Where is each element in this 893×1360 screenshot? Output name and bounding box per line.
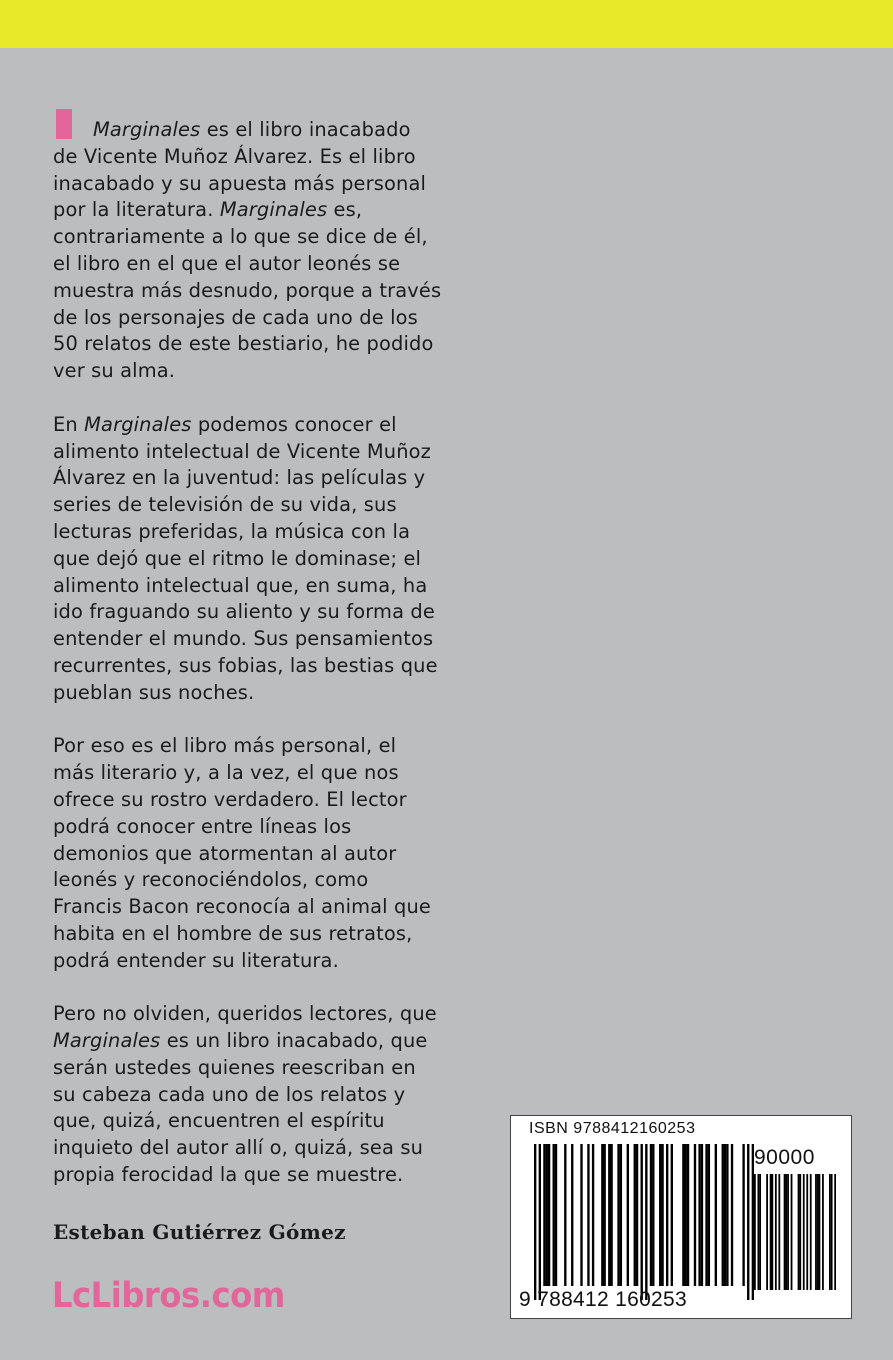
- blurb-line: [53, 305, 508, 332]
- barcode-addon-bar: [817, 1174, 819, 1290]
- barcode-bar: [555, 1144, 557, 1286]
- text-segment: lecturas preferidas, la música con la: [53, 519, 411, 543]
- text-segment: podrá entender su literatura.: [53, 948, 339, 972]
- barcode-bar: [627, 1144, 629, 1286]
- barcode-addon-bar: [766, 1174, 768, 1290]
- text-segment: ver su alma.: [53, 359, 176, 383]
- text-segment: Álvarez en la juventud: las películas y: [53, 466, 426, 490]
- barcode-bar: [601, 1144, 603, 1286]
- barcode-addon-bars: [754, 1174, 836, 1290]
- barcode-addon-bar: [831, 1174, 833, 1290]
- barcode-bar: [587, 1144, 589, 1286]
- barcode-bar: [539, 1144, 541, 1300]
- blurb-line: [53, 1082, 508, 1109]
- barcode-addon-bar: [757, 1174, 759, 1290]
- barcode-bar: [747, 1144, 749, 1300]
- barcode-addon-bar: [799, 1174, 801, 1290]
- blurb-line: [53, 680, 508, 707]
- barcode-addon-bar: [791, 1174, 793, 1290]
- barcode-bar: [726, 1144, 728, 1286]
- text-segment: podrá conocer entre líneas los: [53, 814, 352, 838]
- barcode-addon-bar: [785, 1174, 787, 1290]
- blurb-line: [53, 492, 508, 519]
- barcode-addon-bar: [806, 1174, 808, 1290]
- barcode-bar: [617, 1144, 619, 1286]
- barcode-bar: [546, 1144, 548, 1286]
- text-segment: es un libro inacabado, que: [160, 1029, 428, 1053]
- blurb-line: [53, 1135, 508, 1162]
- barcode-bar: [722, 1144, 724, 1286]
- barcode-digits: 9 788412 160253: [519, 1288, 687, 1311]
- blurb-line: [53, 867, 508, 894]
- book-title-italic: Marginales: [53, 1029, 161, 1053]
- text-segment: podemos conocer el: [191, 412, 397, 436]
- blurb-paragraph-1: [53, 117, 508, 385]
- blurb-line: [53, 1162, 508, 1189]
- blurb-paragraph-4: [53, 1001, 508, 1189]
- barcode-bar: [548, 1144, 550, 1286]
- barcode-bar: [571, 1144, 573, 1286]
- blurb-line: [53, 331, 508, 358]
- barcode-bar: [564, 1144, 566, 1286]
- text-segment: En: [53, 412, 85, 436]
- publisher-logo: LcLibros.com: [52, 1276, 285, 1316]
- isbn-label: ISBN 9788412160253: [529, 1120, 696, 1137]
- blurb-line: [53, 921, 508, 948]
- blurb-line: [53, 197, 508, 224]
- barcode-addon-bar: [829, 1174, 831, 1290]
- barcode-bar: [620, 1144, 622, 1286]
- barcode-bar: [650, 1144, 652, 1286]
- blurb-line: [53, 814, 508, 841]
- blurb-line: [53, 144, 508, 171]
- barcode-bar: [715, 1144, 717, 1286]
- blurb-line: [53, 278, 508, 305]
- barcode-bar: [610, 1144, 612, 1286]
- text-segment: entender el mundo. Sus pensamientos: [53, 627, 434, 651]
- text-segment: inquieto del autor allí o, quizá, sea su: [53, 1136, 424, 1160]
- barcode-addon-bar: [815, 1174, 817, 1290]
- barcode-bar: [687, 1144, 689, 1286]
- barcode-bar: [698, 1144, 700, 1286]
- blurb-author: Esteban Gutiérrez Gómez: [53, 1220, 346, 1244]
- text-segment: muestra más desnudo, porque a través: [53, 278, 442, 302]
- barcode-bar: [553, 1144, 555, 1286]
- text-segment: series de televisión de su vida, sus: [53, 493, 397, 517]
- barcode-addon-bar: [770, 1174, 772, 1290]
- text-segment: es,: [327, 198, 363, 222]
- text-segment: Francis Bacon reconocía al animal que: [53, 895, 432, 919]
- blurb-line: [53, 787, 508, 814]
- blurb-line: [53, 1028, 508, 1055]
- blurb-line: [53, 653, 508, 680]
- text-segment: pueblan sus noches.: [53, 680, 255, 704]
- top-color-band: [0, 0, 893, 48]
- book-title-italic: Marginales: [219, 198, 328, 222]
- blurb-paragraph-2: [53, 412, 508, 707]
- barcode-addon-bar: [798, 1174, 800, 1290]
- barcode-bar: [701, 1144, 703, 1286]
- barcode-bar: [603, 1144, 605, 1286]
- blurb-line: [53, 412, 508, 439]
- barcode-addon-bar: [787, 1174, 789, 1290]
- barcode-bar: [685, 1144, 687, 1286]
- barcode-bar: [634, 1144, 636, 1286]
- book-title-italic: Marginales: [84, 412, 192, 436]
- blurb-line: [53, 117, 508, 144]
- text-segment: demonios que atormentan al autor: [53, 841, 397, 865]
- text-segment: propia ferocidad la que se muestre.: [53, 1163, 404, 1187]
- barcode-addon-bar: [759, 1174, 761, 1290]
- text-segment: habita en el hombre de sus retratos,: [53, 921, 413, 945]
- barcode-bars: [534, 1144, 754, 1300]
- barcode-bar: [641, 1144, 643, 1300]
- blurb-line: [53, 546, 508, 573]
- barcode-addon-bar: [810, 1174, 812, 1290]
- text-segment: contrariamente a lo que se dice de él,: [53, 225, 428, 249]
- barcode-bar: [742, 1144, 744, 1286]
- barcode-addon-bar: [771, 1174, 773, 1290]
- barcode-bar: [608, 1144, 610, 1286]
- blurb-line: [53, 171, 508, 198]
- back-cover-blurb: [53, 117, 508, 1216]
- isbn-barcode: [510, 1115, 852, 1319]
- text-segment: por la literatura.: [53, 198, 220, 222]
- blurb-paragraph-3: [53, 733, 508, 974]
- barcode-bar: [580, 1144, 582, 1286]
- barcode-addon-bar: [822, 1174, 824, 1290]
- barcode-price-code: 90000: [754, 1146, 815, 1169]
- barcode-addon-bar: [803, 1174, 805, 1290]
- barcode-bar: [543, 1144, 545, 1286]
- barcode-addon-bar: [784, 1174, 786, 1290]
- text-segment: recurrentes, sus fobias, las bestias que: [53, 653, 438, 677]
- barcode-bar: [666, 1144, 668, 1286]
- blurb-line: [53, 251, 508, 278]
- barcode-addon-bar: [778, 1174, 780, 1290]
- text-segment: más literario y, a la vez, el que nos: [53, 761, 399, 785]
- text-segment: el libro en el que el autor leonés se: [53, 251, 401, 275]
- barcode-bar: [705, 1144, 707, 1286]
- blurb-line: [53, 224, 508, 251]
- text-segment: que, quizá, encuentren el espíritu: [53, 1109, 385, 1133]
- blurb-line: [53, 573, 508, 600]
- blurb-line: [53, 733, 508, 760]
- text-segment: serán ustedes quienes reescriban en: [53, 1055, 416, 1079]
- blurb-line: [53, 465, 508, 492]
- blurb-line: [53, 948, 508, 975]
- barcode-bar: [645, 1144, 647, 1300]
- blurb-line: [53, 1055, 508, 1082]
- text-segment: alimento intelectual que, en suma, ha: [53, 573, 428, 597]
- blurb-line: [53, 760, 508, 787]
- text-segment: ido fraguando su aliento y su forma de: [53, 600, 435, 624]
- barcode-bar: [724, 1144, 726, 1286]
- text-segment: es el libro inacabado: [200, 118, 411, 141]
- blurb-line: [53, 439, 508, 466]
- barcode-addon-bar: [819, 1174, 821, 1290]
- text-segment: leonés y reconociéndolos, como: [53, 868, 369, 892]
- barcode-addon-bar: [775, 1174, 777, 1290]
- blurb-line: [53, 1108, 508, 1135]
- text-segment: inacabado y su apuesta más personal: [53, 171, 427, 195]
- barcode-bar: [652, 1144, 654, 1286]
- barcode-bar: [592, 1144, 594, 1286]
- text-segment: Pero no olviden, queridos lectores, que: [53, 1002, 437, 1026]
- barcode-bar: [661, 1144, 663, 1286]
- barcode-bar: [636, 1144, 638, 1286]
- blurb-line: [53, 519, 508, 546]
- barcode-bar: [694, 1144, 696, 1286]
- text-segment: 50 relatos de este bestiario, he podido: [53, 332, 434, 356]
- blurb-line: [53, 358, 508, 385]
- text-segment: que dejó que el ritmo le dominase; el: [53, 546, 422, 570]
- blurb-line: [53, 894, 508, 921]
- barcode-bar: [708, 1144, 710, 1286]
- blurb-line: [53, 626, 508, 653]
- text-segment: alimento intelectual de Vicente Muñoz: [53, 439, 432, 463]
- text-segment: ofrece su rostro verdadero. El lector: [53, 787, 407, 811]
- barcode-addon-bar: [754, 1174, 756, 1290]
- barcode-bar: [671, 1144, 673, 1286]
- blurb-line: [53, 841, 508, 868]
- text-segment: su cabeza cada uno de los relatos y: [53, 1082, 406, 1106]
- barcode-bar: [731, 1144, 733, 1286]
- blurb-line: [53, 599, 508, 626]
- text-segment: de Vicente Muñoz Álvarez. Es el libro: [53, 144, 416, 168]
- text-segment: Por eso es el libro más personal, el: [53, 734, 397, 758]
- book-title-italic: Marginales: [93, 118, 201, 141]
- barcode-bar: [534, 1144, 536, 1300]
- barcode-bar: [659, 1144, 661, 1286]
- blurb-line: [53, 1001, 508, 1028]
- barcode-addon-bar: [834, 1174, 836, 1290]
- barcode-bar: [682, 1144, 684, 1286]
- text-segment: de los personajes de cada uno de los: [53, 305, 418, 329]
